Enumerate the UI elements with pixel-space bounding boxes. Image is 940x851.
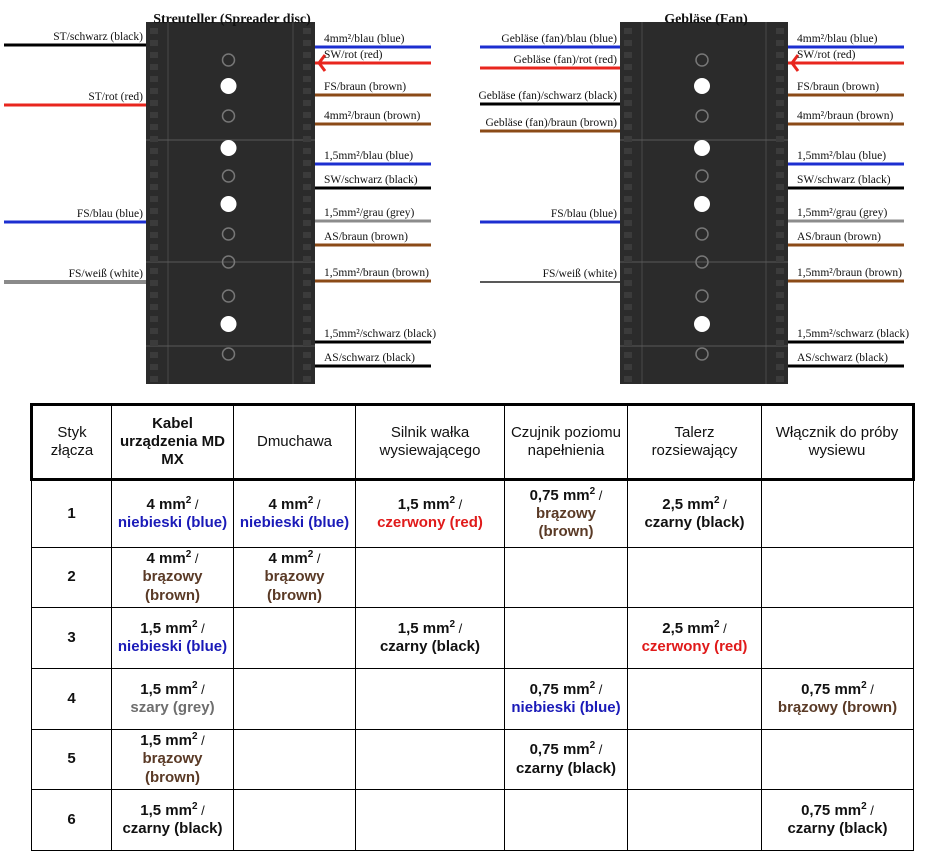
connector-ridge bbox=[776, 112, 784, 118]
connector-ridge bbox=[303, 232, 311, 238]
wire-label: 4mm²/braun (brown) bbox=[324, 110, 421, 122]
table-cell bbox=[505, 730, 628, 790]
connector-ridge bbox=[624, 256, 632, 262]
wire-label: SW/schwarz (black) bbox=[324, 174, 418, 186]
table-cell bbox=[628, 790, 762, 851]
wiring-diagrams bbox=[0, 0, 940, 390]
connector-ridge bbox=[776, 88, 784, 94]
connector-ridge bbox=[624, 220, 632, 226]
unit-exponent: 2 bbox=[449, 494, 456, 506]
connector-ridge bbox=[150, 328, 158, 334]
separator: / bbox=[455, 620, 463, 636]
unit-exponent: 2 bbox=[185, 494, 192, 506]
connector-ridge bbox=[150, 280, 158, 286]
wire-label: 1,5mm²/braun (brown) bbox=[324, 267, 430, 279]
cable-color: czarny (black) bbox=[379, 638, 481, 655]
header-cell: Włącznik do próby wysiewu bbox=[762, 405, 914, 480]
connector-ridge bbox=[150, 52, 158, 58]
cable-size: 1,5 mm bbox=[140, 680, 192, 698]
connector-ridge bbox=[303, 328, 311, 334]
header-cell: Styk złącza bbox=[32, 405, 112, 480]
table-cell bbox=[628, 608, 762, 669]
wire-label: FS/blau (blue) bbox=[550, 208, 617, 220]
connector-ridge bbox=[150, 340, 158, 346]
diagram-title: Gebläse (Fan) bbox=[664, 12, 748, 27]
connector-ridge bbox=[624, 160, 632, 166]
wire-label: SW/schwarz (black) bbox=[797, 174, 891, 186]
connector-ridge bbox=[303, 220, 311, 226]
cable-size: 4 mm bbox=[146, 550, 186, 568]
connector-ridge bbox=[303, 40, 311, 46]
connector-ridge bbox=[150, 268, 158, 274]
connector-ridge bbox=[150, 208, 158, 214]
table-cell bbox=[234, 548, 356, 608]
connector-ridge bbox=[150, 244, 158, 250]
table-row bbox=[32, 480, 914, 548]
table-cell bbox=[505, 669, 628, 730]
wire-label: AS/schwarz (black) bbox=[797, 352, 889, 364]
connector-ridge bbox=[776, 316, 784, 322]
cable-color: czerwony (red) bbox=[641, 638, 748, 655]
separator: / bbox=[866, 681, 874, 697]
cable-size: 2,5 mm bbox=[662, 495, 714, 513]
cable-color: brązowy (brown) bbox=[142, 750, 203, 786]
connector-ridge bbox=[150, 88, 158, 94]
connector-ridge bbox=[303, 112, 311, 118]
cable-size: 1,5 mm bbox=[140, 801, 192, 819]
connector-ridge bbox=[303, 148, 311, 154]
connector-ridge bbox=[624, 328, 632, 334]
connector-ridge bbox=[776, 220, 784, 226]
wire-label: ST/rot (red) bbox=[88, 91, 143, 103]
wire-label: Gebläse (fan)/braun (brown) bbox=[485, 117, 617, 129]
pin-hole bbox=[221, 316, 237, 332]
connector-ridge bbox=[776, 352, 784, 358]
table-cell bbox=[234, 790, 356, 851]
wire-label: ST/schwarz (black) bbox=[53, 31, 143, 43]
table-cell bbox=[356, 669, 505, 730]
connector-ridge bbox=[150, 172, 158, 178]
cable-size: 0,75 mm bbox=[529, 680, 590, 698]
pin-assignment-table bbox=[30, 403, 915, 851]
connector-ridge bbox=[624, 148, 632, 154]
table-row bbox=[32, 548, 914, 608]
diagram-title: Streuteller (Spreader disc) bbox=[153, 12, 311, 27]
connector-ridge bbox=[776, 256, 784, 262]
connector-ridge bbox=[150, 220, 158, 226]
unit-exponent: 2 bbox=[191, 618, 198, 630]
connector-ridge bbox=[776, 364, 784, 370]
pin-hole bbox=[221, 78, 237, 94]
table-cell bbox=[112, 669, 234, 730]
connector-ridge bbox=[776, 328, 784, 334]
connector-ridge bbox=[303, 100, 311, 106]
wire-label: 1,5mm²/grau (grey) bbox=[797, 207, 888, 219]
cable-size: 1,5 mm bbox=[140, 619, 192, 637]
connector-ridge bbox=[150, 100, 158, 106]
table-cell bbox=[356, 790, 505, 851]
unit-exponent: 2 bbox=[307, 549, 314, 561]
table-cell bbox=[112, 730, 234, 790]
connector-ridge bbox=[303, 76, 311, 82]
cable-size: 4 mm bbox=[268, 550, 308, 568]
cable-size: 4 mm bbox=[268, 495, 308, 513]
table-cell bbox=[762, 790, 914, 851]
connector-ridge bbox=[150, 184, 158, 190]
connector-ridge bbox=[150, 232, 158, 238]
connector-ridge bbox=[303, 196, 311, 202]
separator: / bbox=[719, 496, 727, 512]
table-cell bbox=[234, 669, 356, 730]
table-cell bbox=[628, 730, 762, 790]
connector-ridge bbox=[624, 292, 632, 298]
connector-ridge bbox=[150, 64, 158, 70]
connector-ridge bbox=[150, 28, 158, 34]
wire-label: 1,5mm²/grau (grey) bbox=[324, 207, 415, 219]
connector-ridge bbox=[624, 208, 632, 214]
table-cell bbox=[628, 480, 762, 548]
connector-ridge bbox=[150, 364, 158, 370]
connector-ridge bbox=[303, 244, 311, 250]
connector-ridge bbox=[303, 340, 311, 346]
connector-ridge bbox=[303, 268, 311, 274]
connector-ridge bbox=[776, 376, 784, 382]
connector-ridge bbox=[776, 280, 784, 286]
connector-ridge bbox=[150, 316, 158, 322]
table-cell bbox=[112, 480, 234, 548]
connector-ridge bbox=[776, 136, 784, 142]
wire-label: Gebläse (fan)/blau (blue) bbox=[501, 33, 617, 45]
table-cell bbox=[356, 608, 505, 669]
connector-ridge bbox=[776, 292, 784, 298]
header-cell: Czujnik poziomu napełnienia bbox=[505, 405, 628, 480]
table-cell bbox=[234, 730, 356, 790]
separator: / bbox=[191, 496, 199, 512]
connector-ridge bbox=[150, 304, 158, 310]
cable-color: niebieski (blue) bbox=[239, 514, 350, 531]
connector-ridge bbox=[624, 232, 632, 238]
unit-exponent: 2 bbox=[589, 485, 596, 497]
cable-color: czarny (black) bbox=[515, 759, 617, 777]
unit-exponent: 2 bbox=[861, 679, 867, 691]
connector-ridge bbox=[303, 292, 311, 298]
connector-ridge bbox=[776, 160, 784, 166]
unit-exponent: 2 bbox=[191, 679, 198, 691]
separator: / bbox=[197, 733, 205, 749]
connector-ridge bbox=[303, 256, 311, 262]
connector-ridge bbox=[624, 376, 632, 382]
table-cell bbox=[112, 608, 234, 669]
connector-ridge bbox=[624, 112, 632, 118]
connector-ridge bbox=[776, 244, 784, 250]
cable-color: czarny (black) bbox=[644, 514, 745, 531]
connector-ridge bbox=[776, 28, 784, 34]
connector-ridge bbox=[624, 316, 632, 322]
table-cell bbox=[762, 548, 914, 608]
connector-ridge bbox=[624, 40, 632, 46]
connector-ridge bbox=[150, 136, 158, 142]
separator: / bbox=[197, 620, 205, 636]
separator: / bbox=[197, 681, 205, 697]
cable-color: brązowy (brown) bbox=[264, 568, 325, 604]
separator: / bbox=[595, 742, 603, 758]
cable-size: 0,75 mm bbox=[529, 741, 590, 759]
header-cell: Kabel urządzenia MD MX bbox=[112, 405, 234, 480]
unit-exponent: 2 bbox=[589, 679, 596, 691]
connector-ridge bbox=[776, 148, 784, 154]
connector-ridge bbox=[303, 28, 311, 34]
spreader-disc-diagram bbox=[4, 12, 436, 384]
connector-ridge bbox=[150, 256, 158, 262]
wire-label: 1,5mm²/blau (blue) bbox=[324, 150, 414, 162]
wire-label: FS/weiß (white) bbox=[68, 268, 143, 280]
connector-ridge bbox=[776, 52, 784, 58]
pin-number: 2 bbox=[32, 548, 112, 608]
header-cell: Talerz rozsiewający bbox=[628, 405, 762, 480]
unit-exponent: 2 bbox=[713, 494, 720, 506]
table-cell bbox=[628, 548, 762, 608]
connector-ridge bbox=[776, 340, 784, 346]
wire-label: 4mm²/blau (blue) bbox=[797, 33, 878, 45]
wire-label: AS/schwarz (black) bbox=[324, 352, 416, 364]
pin-number: 3 bbox=[32, 608, 112, 669]
connector-ridge bbox=[303, 64, 311, 70]
cable-size: 0,75 mm bbox=[801, 680, 862, 698]
connector-ridge bbox=[624, 52, 632, 58]
cable-color: brązowy (brown) bbox=[142, 568, 203, 604]
table-cell bbox=[112, 790, 234, 851]
cable-color: niebieski (blue) bbox=[511, 699, 621, 716]
unit-exponent: 2 bbox=[861, 800, 867, 812]
cable-color: niebieski (blue) bbox=[117, 514, 228, 531]
pin-hole bbox=[694, 78, 710, 94]
cable-size: 1,5 mm bbox=[140, 732, 192, 750]
connector-ridge bbox=[624, 88, 632, 94]
connector-ridge bbox=[624, 196, 632, 202]
connector-ridge bbox=[624, 64, 632, 70]
wire-label: FS/weiß (white) bbox=[542, 268, 617, 280]
wire-label: AS/braun (brown) bbox=[797, 231, 881, 243]
cable-size: 4 mm bbox=[146, 495, 186, 513]
separator: / bbox=[595, 681, 603, 697]
connector-ridge bbox=[624, 244, 632, 250]
connector-ridge bbox=[624, 304, 632, 310]
table-header-row bbox=[32, 405, 914, 480]
connector-ridge bbox=[303, 136, 311, 142]
connector-ridge bbox=[624, 136, 632, 142]
unit-exponent: 2 bbox=[191, 800, 198, 812]
connector-ridge bbox=[303, 172, 311, 178]
connector-ridge bbox=[150, 352, 158, 358]
separator: / bbox=[595, 487, 603, 503]
connector-ridge bbox=[303, 208, 311, 214]
connector-ridge bbox=[624, 364, 632, 370]
wire-label: 4mm²/blau (blue) bbox=[324, 33, 405, 45]
cable-color: szary (grey) bbox=[130, 699, 215, 716]
connector-ridge bbox=[776, 268, 784, 274]
connector-ridge bbox=[303, 376, 311, 382]
table-cell bbox=[112, 548, 234, 608]
connector-ridge bbox=[303, 280, 311, 286]
connector-ridge bbox=[624, 172, 632, 178]
wire-label: SW/rot (red) bbox=[324, 49, 383, 61]
table-cell bbox=[505, 790, 628, 851]
connector-ridge bbox=[624, 184, 632, 190]
separator: / bbox=[719, 620, 727, 636]
table-cell bbox=[505, 480, 628, 548]
connector-ridge bbox=[776, 124, 784, 130]
table-cell bbox=[505, 608, 628, 669]
connector-ridge bbox=[624, 28, 632, 34]
table-cell bbox=[762, 480, 914, 548]
table-cell bbox=[762, 608, 914, 669]
wire-label: FS/braun (brown) bbox=[797, 81, 880, 93]
unit-exponent: 2 bbox=[185, 549, 192, 561]
wire-label: 1,5mm²/blau (blue) bbox=[797, 150, 887, 162]
unit-exponent: 2 bbox=[307, 494, 314, 506]
unit-exponent: 2 bbox=[191, 731, 198, 743]
connector-ridge bbox=[624, 280, 632, 286]
wire-label: SW/rot (red) bbox=[797, 49, 856, 61]
connector-ridge bbox=[776, 172, 784, 178]
pin-hole bbox=[694, 196, 710, 212]
connector-ridge bbox=[624, 76, 632, 82]
separator: / bbox=[313, 551, 321, 567]
connector-ridge bbox=[776, 64, 784, 70]
connector-ridge bbox=[303, 316, 311, 322]
connector-ridge bbox=[776, 196, 784, 202]
wire-label: FS/braun (brown) bbox=[324, 81, 407, 93]
cable-color: czerwony (red) bbox=[377, 514, 483, 531]
fan-diagram bbox=[478, 12, 909, 384]
connector-ridge bbox=[303, 352, 311, 358]
wire-label: FS/blau (blue) bbox=[76, 208, 143, 220]
connector-ridge bbox=[303, 124, 311, 130]
separator: / bbox=[191, 551, 199, 567]
table-cell bbox=[628, 669, 762, 730]
connector-ridge bbox=[776, 232, 784, 238]
connector-ridge bbox=[624, 352, 632, 358]
table-row bbox=[32, 608, 914, 669]
connector-ridge bbox=[776, 208, 784, 214]
connector-ridge bbox=[150, 112, 158, 118]
table-cell bbox=[762, 730, 914, 790]
connector-ridge bbox=[776, 184, 784, 190]
connector-ridge bbox=[624, 100, 632, 106]
wire-label: AS/braun (brown) bbox=[324, 231, 408, 243]
connector-ridge bbox=[624, 340, 632, 346]
connector-ridge bbox=[150, 76, 158, 82]
cable-size: 0,75 mm bbox=[801, 801, 862, 819]
pin-hole bbox=[694, 140, 710, 156]
connector-ridge bbox=[776, 304, 784, 310]
separator: / bbox=[455, 496, 463, 512]
connector-ridge bbox=[303, 160, 311, 166]
table-cell bbox=[356, 480, 505, 548]
unit-exponent: 2 bbox=[589, 740, 596, 752]
connector-ridge bbox=[150, 376, 158, 382]
unit-exponent: 2 bbox=[713, 618, 720, 630]
cable-color: czarny (black) bbox=[787, 820, 888, 837]
wire-label: Gebläse (fan)/rot (red) bbox=[513, 54, 617, 66]
connector-ridge bbox=[303, 364, 311, 370]
connector-ridge bbox=[776, 40, 784, 46]
wire-label: 4mm²/braun (brown) bbox=[797, 110, 894, 122]
cable-color: brązowy (brown) bbox=[777, 699, 898, 716]
cable-color: niebieski (blue) bbox=[117, 638, 228, 655]
pin-hole bbox=[221, 140, 237, 156]
table-cell bbox=[234, 608, 356, 669]
connector-ridge bbox=[150, 160, 158, 166]
connector-ridge bbox=[150, 292, 158, 298]
wire-label: 1,5mm²/schwarz (black) bbox=[797, 328, 910, 340]
cable-color: brązowy (brown) bbox=[535, 504, 596, 541]
cable-size: 0,75 mm bbox=[529, 486, 590, 504]
pin-hole bbox=[221, 196, 237, 212]
pin-number: 1 bbox=[32, 480, 112, 548]
header-cell: Silnik wałka wysiewającego bbox=[356, 405, 505, 480]
separator: / bbox=[866, 802, 874, 818]
pin-hole bbox=[694, 316, 710, 332]
wire-label: 1,5mm²/braun (brown) bbox=[797, 267, 903, 279]
wire-label: 1,5mm²/schwarz (black) bbox=[324, 328, 437, 340]
pin-number: 6 bbox=[32, 790, 112, 851]
cable-size: 1,5 mm bbox=[397, 495, 450, 513]
table-cell bbox=[356, 548, 505, 608]
unit-exponent: 2 bbox=[449, 618, 456, 630]
cable-size: 1,5 mm bbox=[397, 619, 450, 637]
table-row bbox=[32, 730, 914, 790]
connector-ridge bbox=[150, 40, 158, 46]
connector-ridge bbox=[303, 88, 311, 94]
wire-label: Gebläse (fan)/schwarz (black) bbox=[478, 90, 617, 102]
connector-ridge bbox=[776, 100, 784, 106]
table-cell bbox=[762, 669, 914, 730]
table-cell bbox=[234, 480, 356, 548]
connector-ridge bbox=[303, 184, 311, 190]
pin-number: 5 bbox=[32, 730, 112, 790]
connector-ridge bbox=[150, 148, 158, 154]
table-row bbox=[32, 669, 914, 730]
separator: / bbox=[313, 496, 321, 512]
cable-color: czarny (black) bbox=[122, 820, 223, 837]
connector-ridge bbox=[150, 196, 158, 202]
table-cell bbox=[505, 548, 628, 608]
connector-ridge bbox=[624, 268, 632, 274]
pin-number: 4 bbox=[32, 669, 112, 730]
connector-ridge bbox=[624, 124, 632, 130]
table-row bbox=[32, 790, 914, 851]
header-cell: Dmuchawa bbox=[234, 405, 356, 480]
connector-ridge bbox=[303, 304, 311, 310]
table-cell bbox=[356, 730, 505, 790]
connector-ridge bbox=[303, 52, 311, 58]
separator: / bbox=[197, 802, 205, 818]
connector-ridge bbox=[776, 76, 784, 82]
connector-ridge bbox=[150, 124, 158, 130]
cable-size: 2,5 mm bbox=[662, 619, 714, 637]
